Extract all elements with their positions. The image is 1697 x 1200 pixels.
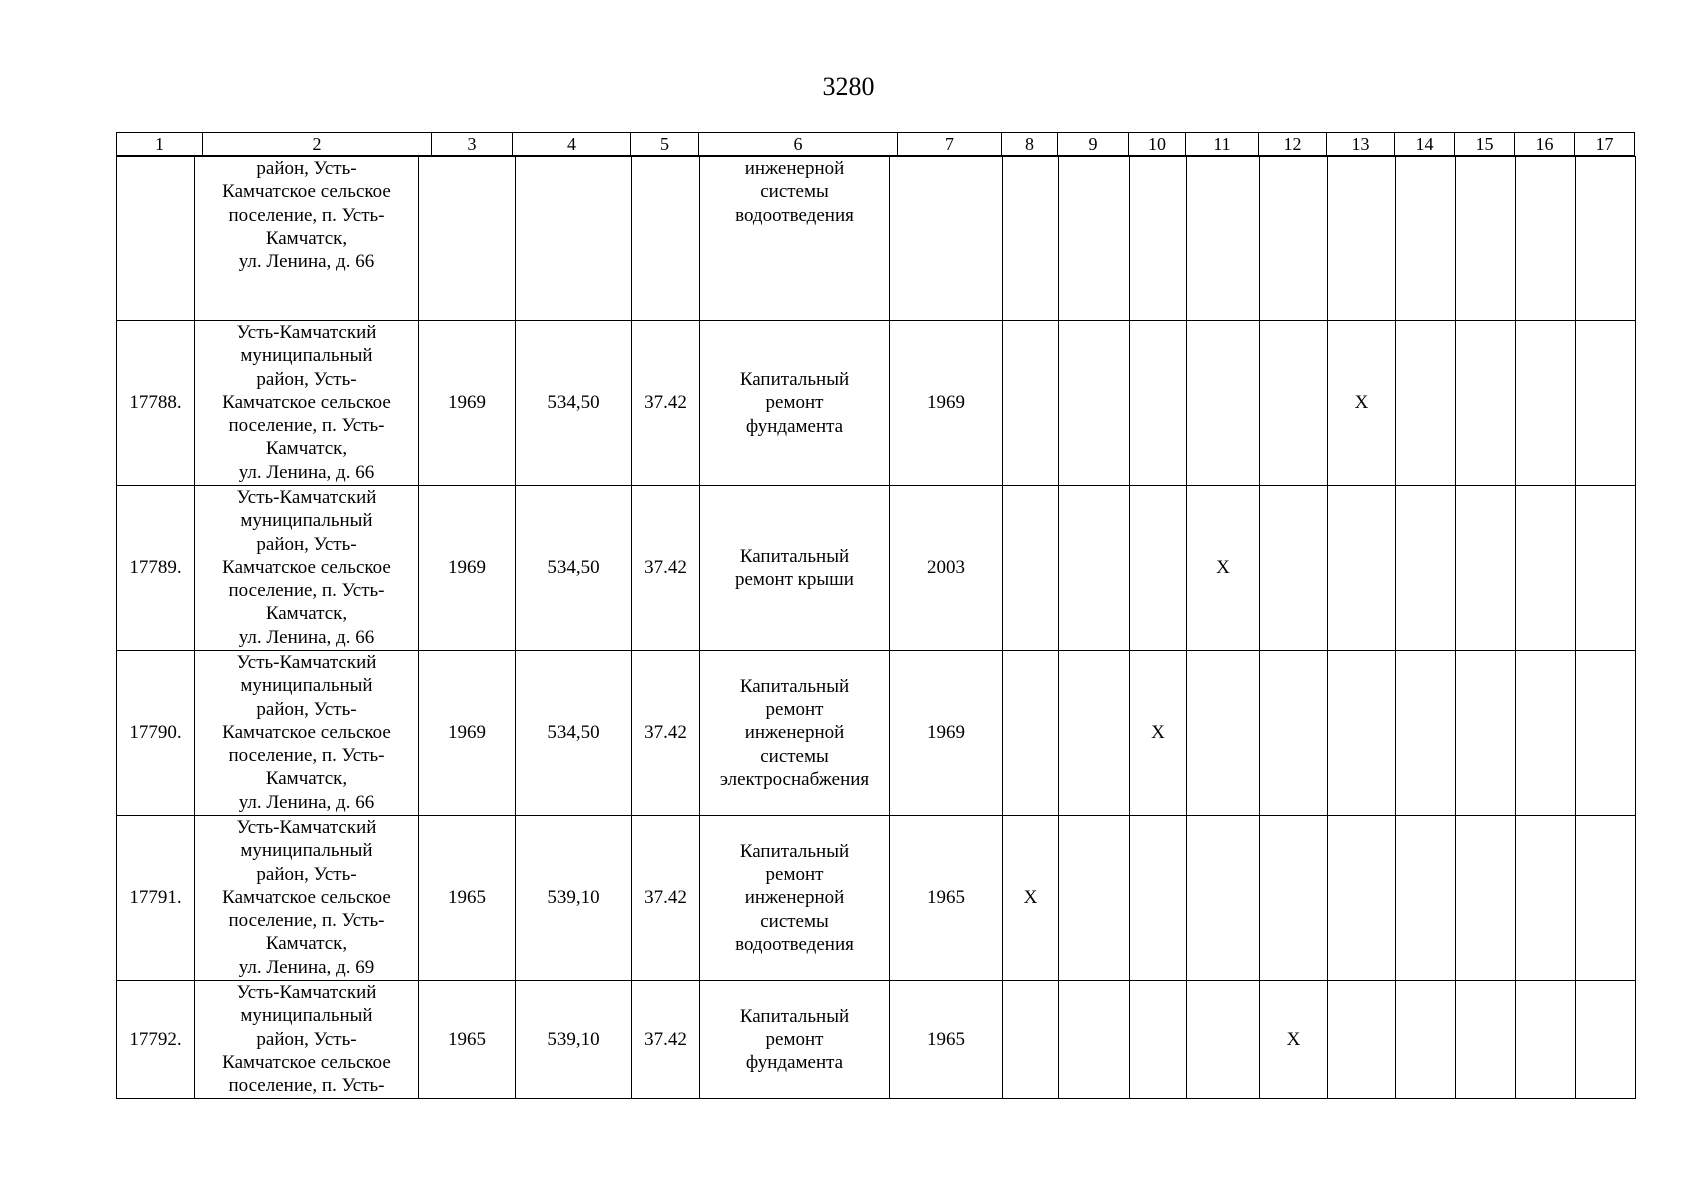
mark-col-9 — [1059, 157, 1130, 321]
mark-col-15 — [1456, 486, 1516, 651]
work-type-line: ремонт — [765, 392, 824, 414]
work-type-line: Капитальный — [739, 675, 850, 697]
mark-col-15 — [1456, 157, 1516, 321]
work-type-line: ремонт — [765, 1028, 824, 1050]
mark-col-11: X — [1187, 486, 1260, 651]
address-cell — [195, 651, 419, 816]
row-number: 17788. — [117, 321, 195, 486]
header-col-15: 15 — [1455, 133, 1515, 156]
row-number: 17789. — [117, 486, 195, 651]
address-line: Усть-Камчатский — [236, 982, 377, 1003]
mark-col-15 — [1456, 651, 1516, 816]
work-type-cell — [700, 981, 890, 1099]
mark-col-16 — [1516, 321, 1576, 486]
header-col-10: 10 — [1129, 133, 1186, 156]
mark-col-14 — [1396, 321, 1456, 486]
header-col-8: 8 — [1002, 133, 1058, 156]
header-col-2: 2 — [203, 133, 432, 156]
mark-col-14 — [1396, 651, 1456, 816]
address-cell — [195, 321, 419, 486]
table-row — [117, 651, 1636, 816]
address-cell — [195, 486, 419, 651]
build-year: 1965 — [419, 816, 516, 981]
work-type-line: фундамента — [745, 415, 844, 437]
header-row — [117, 133, 1635, 156]
repair-register-table — [116, 156, 1636, 1099]
address-line: Камчатское сельское — [222, 391, 391, 413]
work-type-line: водоотведения — [735, 933, 854, 955]
mark-col-16 — [1516, 981, 1576, 1099]
address-line: Камчатское сельское — [222, 721, 391, 743]
address-line: муниципальный — [240, 345, 373, 367]
address-line: Камчатское сельское — [222, 1051, 391, 1073]
mark-col-8: X — [1003, 816, 1059, 981]
row-number: 17791. — [117, 816, 195, 981]
address-line: Камчатское сельское — [222, 886, 391, 908]
last-repair-year: 1965 — [890, 981, 1003, 1099]
work-type-line: инженерной — [744, 722, 845, 744]
last-repair-year: 1969 — [890, 651, 1003, 816]
code — [632, 157, 700, 321]
mark-col-10 — [1130, 486, 1187, 651]
header-col-9: 9 — [1058, 133, 1129, 156]
mark-col-14 — [1396, 816, 1456, 981]
work-type-cell — [700, 321, 890, 486]
mark-col-11 — [1187, 816, 1260, 981]
address-line: Усть-Камчатский — [236, 487, 377, 508]
header-col-12: 12 — [1259, 133, 1327, 156]
address-line: ул. Ленина, д. 66 — [238, 251, 375, 273]
total-area: 539,10 — [516, 816, 632, 981]
mark-col-9 — [1059, 321, 1130, 486]
row-number: 17792. — [117, 981, 195, 1099]
mark-col-13 — [1328, 486, 1396, 651]
address-line: муниципальный — [240, 675, 373, 697]
work-type-line: фундамента — [745, 1052, 844, 1074]
code: 37.42 — [632, 981, 700, 1099]
address-line: ул. Ленина, д. 69 — [238, 956, 375, 978]
work-type-line: ремонт — [765, 699, 824, 721]
mark-col-15 — [1456, 816, 1516, 981]
mark-col-11 — [1187, 321, 1260, 486]
address-line: район, Усть- — [256, 698, 357, 720]
mark-col-12 — [1260, 816, 1328, 981]
address-line: Камчатск, — [265, 438, 348, 460]
address-line: поселение, п. Усть- — [228, 910, 385, 932]
address-line: район, Усть- — [256, 863, 357, 885]
mark-col-13: X — [1328, 321, 1396, 486]
address-line: район, Усть- — [256, 533, 357, 555]
header-col-11: 11 — [1186, 133, 1259, 156]
work-type-line: Капитальный — [739, 840, 850, 862]
mark-col-11 — [1187, 157, 1260, 321]
total-area: 534,50 — [516, 486, 632, 651]
work-type-cell — [700, 486, 890, 651]
mark-col-17 — [1576, 486, 1636, 651]
mark-col-10 — [1130, 157, 1187, 321]
build-year: 1965 — [419, 981, 516, 1099]
mark-col-17 — [1576, 981, 1636, 1099]
mark-col-8 — [1003, 157, 1059, 321]
last-repair-year: 1965 — [890, 816, 1003, 981]
work-type-line: системы — [760, 745, 829, 767]
code: 37.42 — [632, 651, 700, 816]
work-type-line: электроснабжения — [719, 768, 870, 790]
address-line: Камчатск, — [265, 768, 348, 790]
mark-col-16 — [1516, 157, 1576, 321]
mark-col-10 — [1130, 816, 1187, 981]
work-type-line: водоотведения — [735, 204, 854, 226]
mark-col-17 — [1576, 321, 1636, 486]
address-line: поселение, п. Усть- — [228, 204, 385, 226]
address-line: муниципальный — [240, 1005, 373, 1027]
last-repair-year — [890, 157, 1003, 321]
work-type-cell — [700, 651, 890, 816]
mark-col-11 — [1187, 981, 1260, 1099]
mark-col-8 — [1003, 981, 1059, 1099]
address-line: ул. Ленина, д. 66 — [238, 461, 375, 483]
total-area: 534,50 — [516, 651, 632, 816]
mark-col-13 — [1328, 816, 1396, 981]
table-row — [117, 486, 1636, 651]
total-area: 539,10 — [516, 981, 632, 1099]
address-line: Камчатск, — [265, 603, 348, 625]
page-number: 3280 — [822, 72, 875, 101]
address-line: район, Усть- — [256, 158, 357, 179]
work-type-line: инженерной — [744, 887, 845, 909]
address-line: муниципальный — [240, 510, 373, 532]
mark-col-12 — [1260, 486, 1328, 651]
mark-col-16 — [1516, 816, 1576, 981]
build-year: 1969 — [419, 321, 516, 486]
mark-col-10 — [1130, 981, 1187, 1099]
mark-col-14 — [1396, 486, 1456, 651]
mark-col-12: X — [1260, 981, 1328, 1099]
mark-col-13 — [1328, 981, 1396, 1099]
build-year — [419, 157, 516, 321]
table-row — [117, 816, 1636, 981]
total-area — [516, 157, 632, 321]
table-row — [117, 981, 1636, 1099]
address-cell — [195, 157, 419, 321]
mark-col-9 — [1059, 651, 1130, 816]
mark-col-8 — [1003, 321, 1059, 486]
header-col-5: 5 — [631, 133, 699, 156]
address-line: Камчатск, — [265, 933, 348, 955]
work-type-line: Капитальный — [739, 1005, 850, 1027]
address-cell — [195, 816, 419, 981]
code: 37.42 — [632, 321, 700, 486]
work-type-line: ремонт крыши — [735, 569, 854, 590]
mark-col-15 — [1456, 321, 1516, 486]
total-area: 534,50 — [516, 321, 632, 486]
header-col-17: 17 — [1575, 133, 1635, 156]
code: 37.42 — [632, 486, 700, 651]
build-year: 1969 — [419, 486, 516, 651]
address-line: ул. Ленина, д. 66 — [238, 626, 375, 648]
mark-col-13 — [1328, 157, 1396, 321]
header-col-3: 3 — [432, 133, 513, 156]
address-line: муниципальный — [240, 840, 373, 862]
mark-col-8 — [1003, 651, 1059, 816]
address-line: ул. Ленина, д. 66 — [238, 791, 375, 813]
mark-col-14 — [1396, 157, 1456, 321]
header-col-13: 13 — [1327, 133, 1395, 156]
address-line: поселение, п. Усть- — [228, 580, 385, 602]
code: 37.42 — [632, 816, 700, 981]
mark-col-10 — [1130, 321, 1187, 486]
mark-col-10: X — [1130, 651, 1187, 816]
column-number-header — [116, 132, 1635, 156]
last-repair-year: 1969 — [890, 321, 1003, 486]
work-type-line: инженерной — [744, 158, 845, 179]
address-line: Камчатск, — [265, 227, 348, 249]
mark-col-9 — [1059, 486, 1130, 651]
mark-col-11 — [1187, 651, 1260, 816]
mark-col-15 — [1456, 981, 1516, 1099]
address-line: Усть-Камчатский — [236, 652, 377, 673]
work-type-line: Капитальный — [739, 545, 850, 567]
address-line: Камчатское сельское — [222, 181, 391, 203]
mark-col-16 — [1516, 486, 1576, 651]
table-row — [117, 157, 1636, 321]
address-line: район, Усть- — [256, 368, 357, 390]
address-line: Усть-Камчатский — [236, 817, 377, 838]
address-line: Камчатское сельское — [222, 556, 391, 578]
header-col-4: 4 — [513, 133, 631, 156]
mark-col-14 — [1396, 981, 1456, 1099]
mark-col-16 — [1516, 651, 1576, 816]
work-type-line: Капитальный — [739, 369, 850, 391]
header-col-6: 6 — [699, 133, 898, 156]
mark-col-17 — [1576, 651, 1636, 816]
last-repair-year: 2003 — [890, 486, 1003, 651]
address-line: Усть-Камчатский — [236, 322, 377, 343]
address-line: поселение, п. Усть- — [228, 415, 385, 437]
address-line: район, Усть- — [256, 1028, 357, 1050]
build-year: 1969 — [419, 651, 516, 816]
header-col-16: 16 — [1515, 133, 1575, 156]
header-col-14: 14 — [1395, 133, 1455, 156]
header-col-7: 7 — [898, 133, 1002, 156]
mark-col-9 — [1059, 981, 1130, 1099]
work-type-line: ремонт — [765, 864, 824, 886]
address-line: поселение, п. Усть- — [228, 745, 385, 767]
address-cell — [195, 981, 419, 1099]
work-type-line: системы — [760, 910, 829, 932]
work-type-cell — [700, 816, 890, 981]
mark-col-12 — [1260, 321, 1328, 486]
address-line: поселение, п. Усть- — [228, 1075, 385, 1097]
header-col-1: 1 — [117, 133, 203, 156]
mark-col-12 — [1260, 157, 1328, 321]
row-number: 17790. — [117, 651, 195, 816]
work-type-line: системы — [760, 181, 829, 203]
row-number — [117, 157, 195, 321]
work-type-cell — [700, 157, 890, 321]
mark-col-17 — [1576, 816, 1636, 981]
mark-col-8 — [1003, 486, 1059, 651]
mark-col-12 — [1260, 651, 1328, 816]
table-row — [117, 321, 1636, 486]
mark-col-9 — [1059, 816, 1130, 981]
mark-col-17 — [1576, 157, 1636, 321]
mark-col-13 — [1328, 651, 1396, 816]
